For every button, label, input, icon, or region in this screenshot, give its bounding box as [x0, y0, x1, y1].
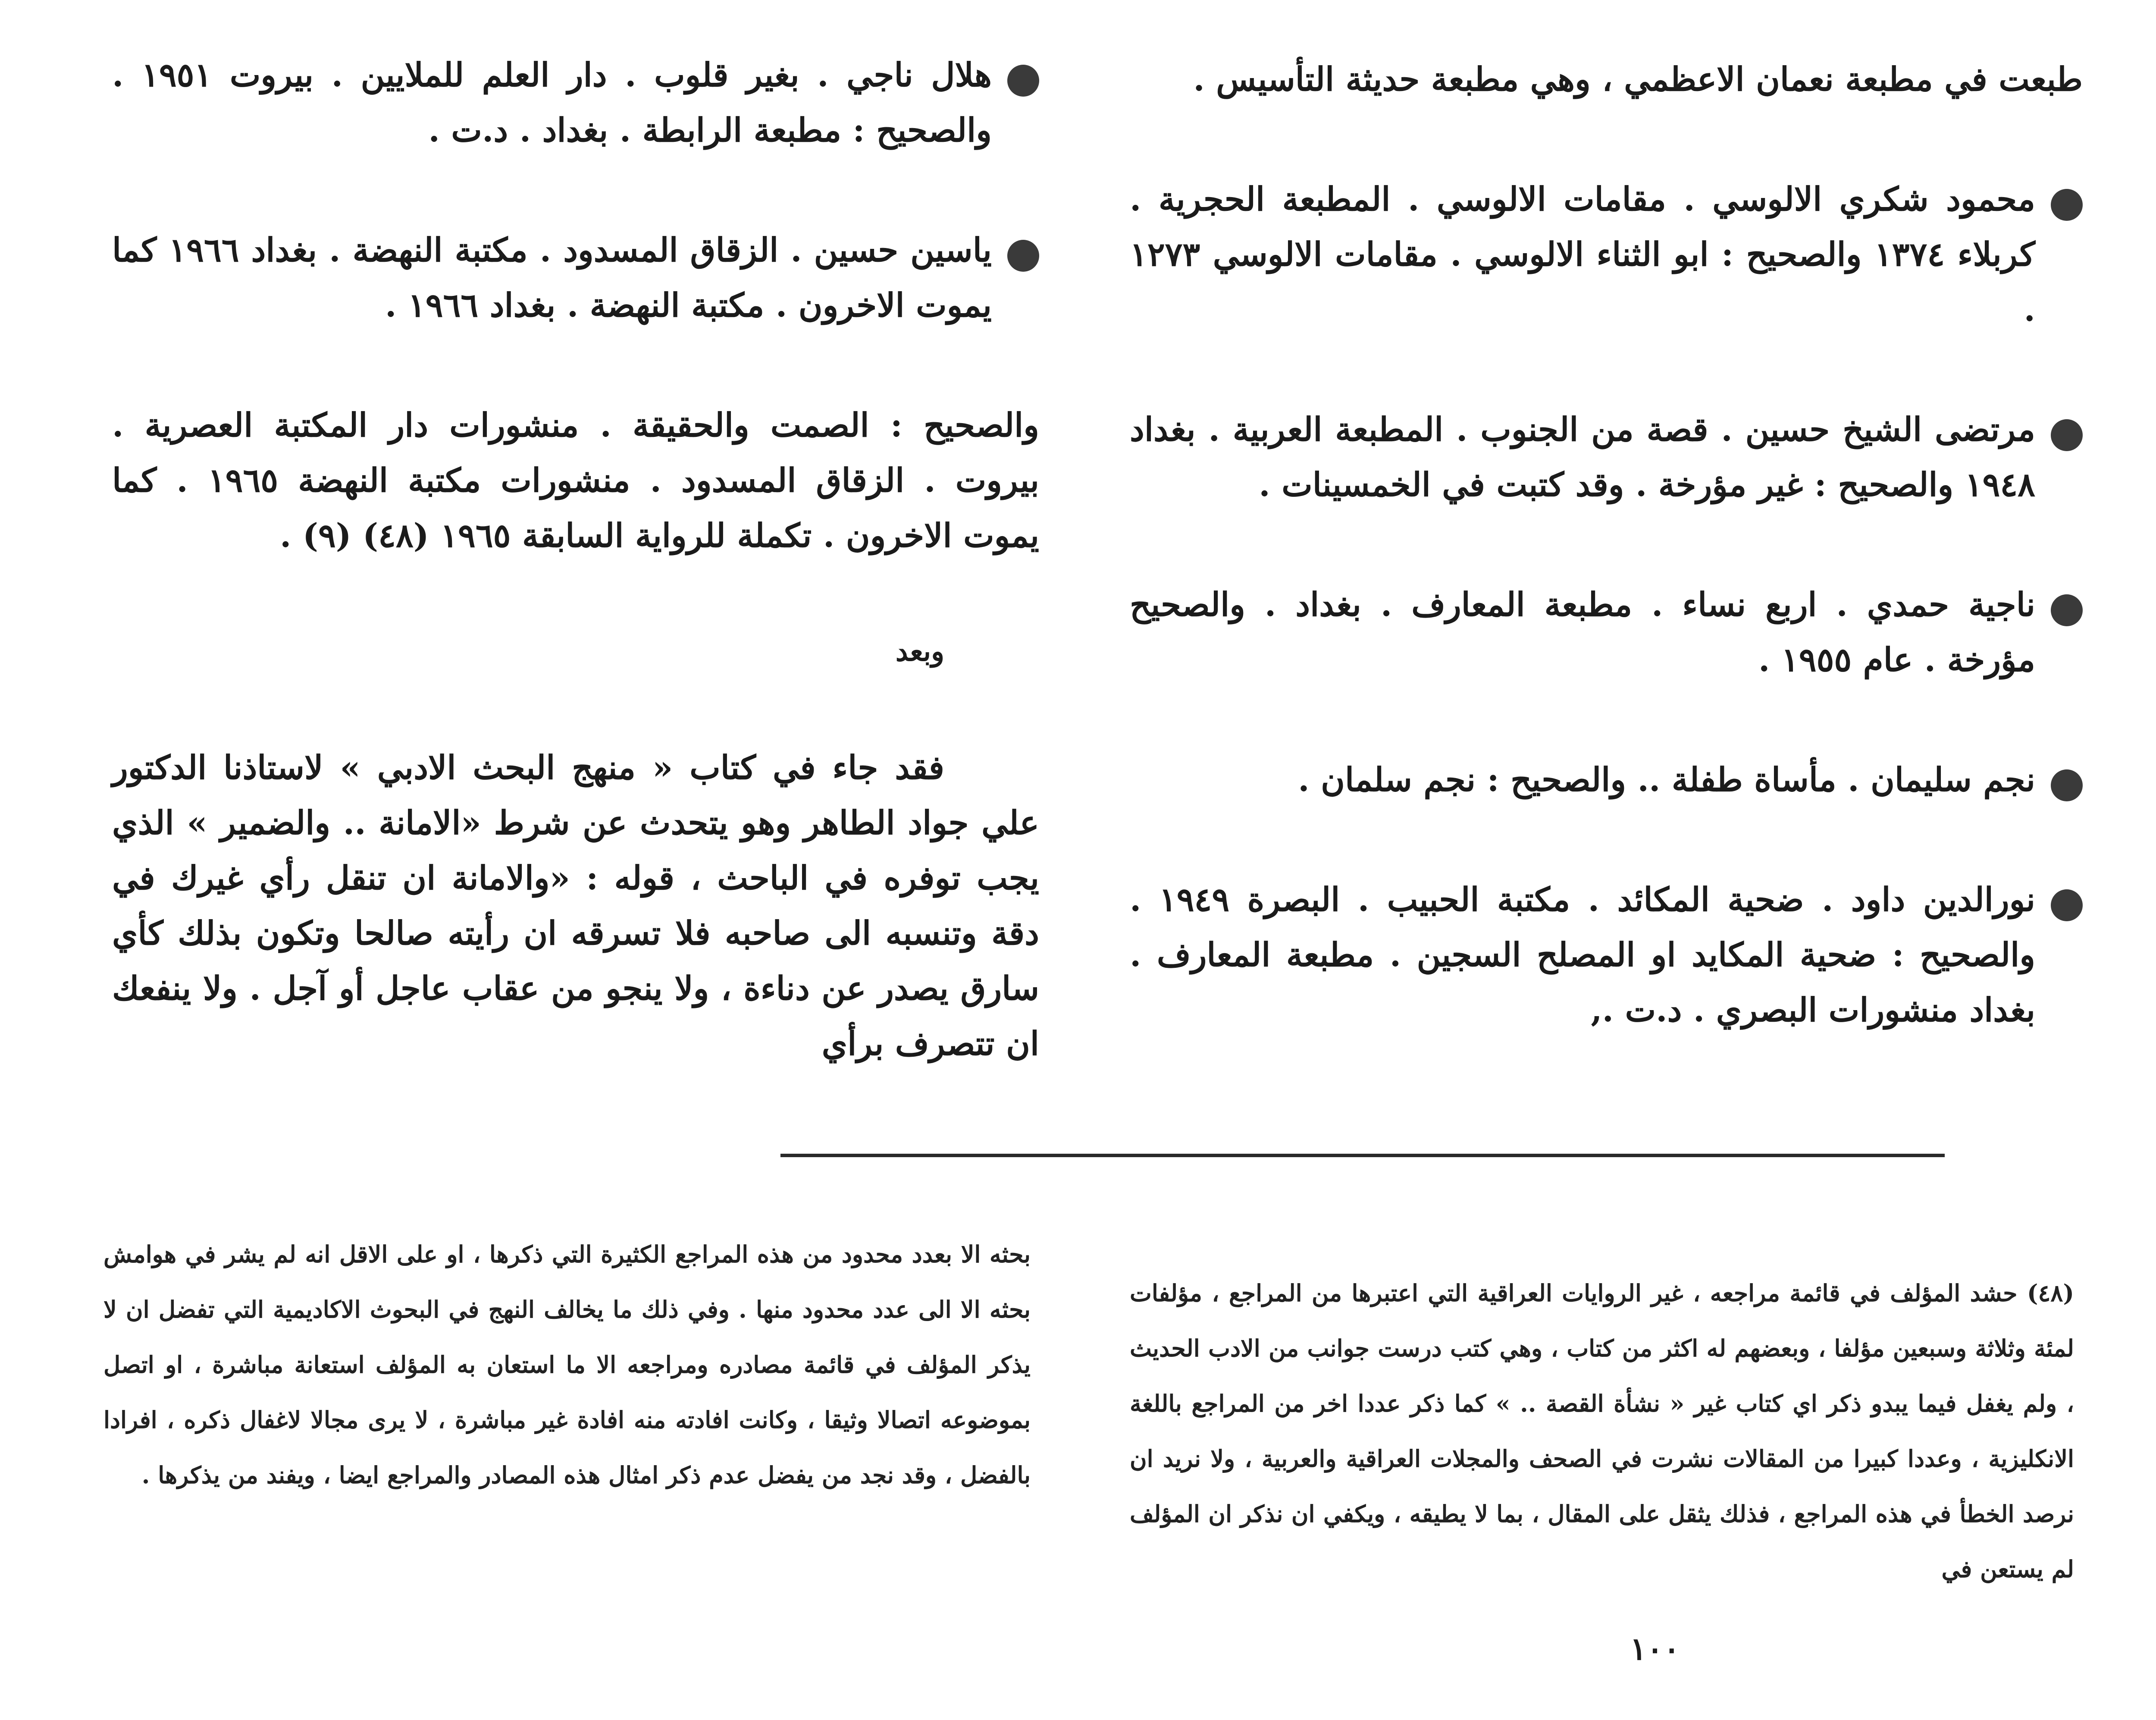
bibliography-entry	[1130, 872, 2083, 1038]
entry-text: نورالدين داود . ضحية المكائد . مكتبة الحبيب . البصرة ١٩٤٩ . والصحيح : ضحية المكايد او المصلح السجين . مطبعة المعارف . بغداد منشورات البصري . د.ت .,	[1130, 880, 2036, 1029]
body-paragraph: فقد جاء في كتاب « منهج البحث الادبي » لاستاذنا الدكتور علي جواد الطاهر وهو يتحدث عن شرط «الامانة .. والضمير » الذي يجب توفره في الباحث ، قوله : «والامانة ان تنقل رأي غيرك في دقة وتنسبه الى صاحبه فلا تسرقه ان رأيته صالحا وتكون بذلك كأي سارق يصدر عن دناءة ، ولا ينجو من عقاب عاجل أو آجل . ولا ينفعك ان تتصرف برأي	[112, 748, 1039, 1063]
continuation-text: طبعت في مطبعة نعمان الاعظمي ، وهي مطبعة حديثة التأسيس .	[1193, 60, 2083, 98]
section-heading: وبعد	[895, 635, 944, 668]
footnote-left: بحثه الا بعدد محدود من هذه المراجع الكثيرة التي ذكرها ، او على الاقل انه لم يشر في هوامش بحثه الا الى عدد محدود منها . وفي ذلك ما يخالف النهج في البحوث الاكاديمية التي تفضل ان لا يذكر المؤلف في قائمة مصادره ومراجعه الا ما استعان به المؤلف استعانة مباشرة ، او اتصل بموضوعه اتصالا وثيقا ، وكانت افادته منه افادة غير مباشرة ، لا يرى مجالا لاغفال ذكره ، افرادا بالفضل ، وقد نجد من يفضل عدم ذكر امثال هذه المصادر والمراجع ايضا ، ويفند من يذكرها .	[103, 1240, 1031, 1489]
entry-text: مرتضى الشيخ حسين . قصة من الجنوب . المطبعة العربية . بغداد ١٩٤٨ والصحيح : غير مؤرخة . وقد كتبت في الخمسينات .	[1130, 410, 2035, 504]
bullet-icon	[2051, 419, 2083, 451]
correction-text: والصحيح : الصمت والحقيقة . منشورات دار المكتبة العصرية . بيروت . الزقاق المسدود . منشورات مكتبة النهضة ١٩٦٥ . كما يموت الاخرون . تكملة للرواية السابقة ١٩٦٥ (٤٨) (٩) .	[112, 406, 1039, 555]
footnote-divider	[780, 1154, 1945, 1157]
entry-text: ناجية حمدي . اربع نساء . مطبعة المعارف . بغداد . والصحيح مؤرخة . عام ١٩٥٥ .	[1130, 585, 2035, 679]
entry-text: نجم سليمان . مأساة طفلة .. والصحيح : نجم سلمان .	[1298, 760, 2035, 799]
bullet-icon	[1007, 240, 1039, 272]
bibliography-entry	[1130, 752, 2083, 807]
right-column	[1130, 52, 2083, 1102]
entry-text: هلال ناجي . بغير قلوب . دار العلم للملايين . بيروت ١٩٥١ . والصحيح : مطبعة الرابطة . بغداد . د.ت .	[112, 56, 992, 149]
page-number: ١٠٠	[1630, 1630, 1680, 1667]
footnote-right: (٤٨) حشد المؤلف في قائمة مراجعه ، غير الروايات العراقية التي اعتبرها من المراجع ، مؤلفات لمئة وثلاثة وسبعين مؤلفا ، وبعضهم له اكثر من كتاب ، وهي كتب درست جوانب من الادب الحديث ، ولم يغفل فيما يبدو ذكر اي كتاب غير « نشأة القصة .. » كما ذكر عددا اخر من المراجع باللغة الانكليزية ، وعددا كبيرا من المقالات نشرت في الصحف والمجلات العراقية والعربية ، ولا نريد ان نرصد الخطأ في هذه المراجع ، فذلك يثقل على المقال ، بما لا يطيقه ، ويكفي ان نذكر ان المؤلف لم يستعن في	[1130, 1279, 2074, 1583]
entry-text: محمود شكري الالوسي . مقامات الالوسي . المطبعة الحجرية . كربلاء ١٣٧٤ والصحيح : ابو الثناء الالوسي . مقامات الالوسي ١٢٧٣ .	[1130, 180, 2035, 329]
bibliography-entry	[1130, 402, 2083, 512]
bullet-icon	[2051, 769, 2083, 801]
entry-text: ياسين حسين . الزقاق المسدود . مكتبة النهضة . بغداد ١٩٦٦ كما يموت الاخرون . مكتبة النهضة . بغداد ١٩٦٦ .	[112, 231, 992, 324]
bullet-icon	[2051, 189, 2083, 221]
bibliography-entry	[1130, 172, 2083, 337]
bibliography-entry	[1130, 577, 2083, 687]
bullet-icon	[2051, 594, 2083, 626]
bullet-icon	[2051, 889, 2083, 921]
bullet-icon	[1007, 65, 1039, 97]
left-column	[112, 47, 1039, 1071]
bibliography-entry	[112, 47, 1039, 158]
bibliography-entry	[112, 223, 1039, 333]
